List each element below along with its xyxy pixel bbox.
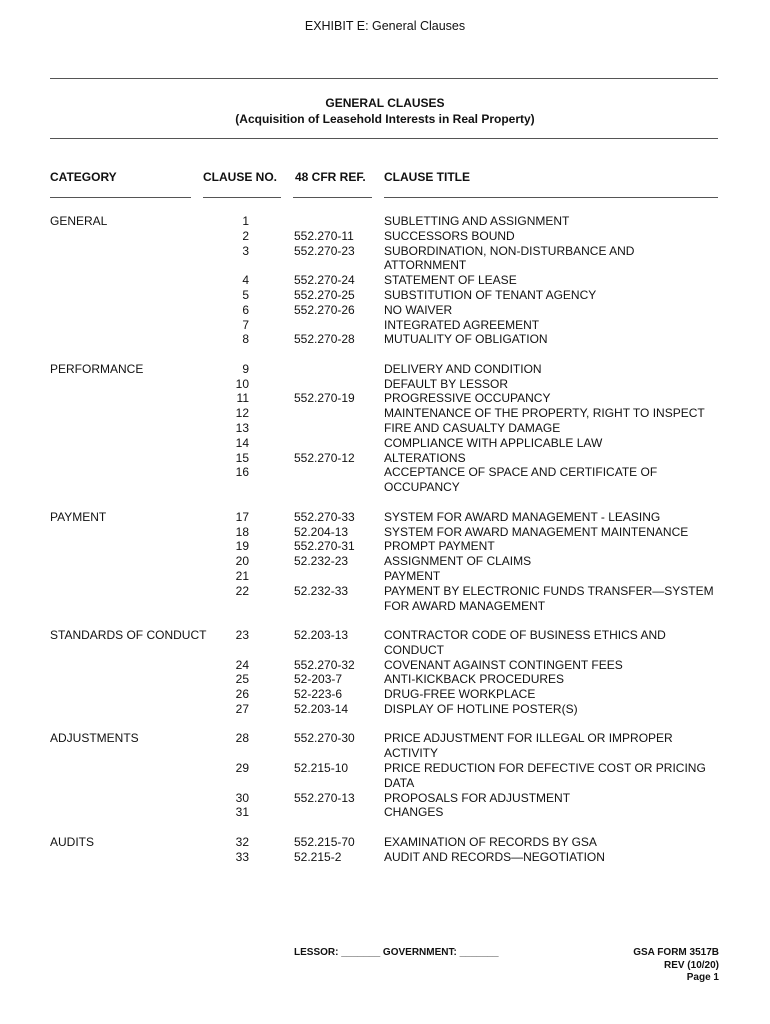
clause-title: PROGRESSIVE OCCUPANCY <box>384 391 551 406</box>
clause-number: 10 <box>235 376 249 391</box>
clause-row <box>50 406 718 421</box>
clause-number: 29 <box>235 761 249 776</box>
document-subtitle: (Acquisition of Leasehold Interests in Real Property) <box>235 112 535 126</box>
clause-row <box>50 362 718 377</box>
clause-title: INTEGRATED AGREEMENT <box>384 317 540 332</box>
header-underline-category <box>50 197 191 198</box>
clause-number: 16 <box>235 465 249 480</box>
clause-group <box>50 835 718 865</box>
title-divider <box>50 138 718 139</box>
clause-number: 13 <box>235 421 249 436</box>
clause-title: ASSIGNMENT OF CLAIMS <box>384 554 532 569</box>
clause-row <box>50 805 718 820</box>
clause-group <box>50 731 718 820</box>
cfr-reference: 552.270-24 <box>294 273 355 288</box>
clause-number: 32 <box>235 834 249 849</box>
clause-number: 25 <box>235 672 249 687</box>
clause-row <box>50 332 718 347</box>
page-number: Page 1 <box>686 972 719 983</box>
form-name: GSA FORM 3517B <box>633 947 719 958</box>
clause-row <box>50 288 718 303</box>
clause-title: DRUG-FREE WORKPLACE <box>384 687 536 702</box>
clause-row <box>50 850 718 865</box>
column-header-clause-title: CLAUSE TITLE <box>384 170 470 184</box>
clause-number: 33 <box>235 849 249 864</box>
clause-title: DEFAULT BY LESSOR <box>384 376 509 391</box>
clause-title: COMPLIANCE WITH APPLICABLE LAW <box>384 435 603 450</box>
clause-row <box>50 465 718 495</box>
clause-row <box>50 377 718 392</box>
clause-row <box>50 318 718 333</box>
clause-number: 22 <box>235 583 249 598</box>
cfr-reference: 552.270-11 <box>294 228 354 243</box>
clause-row <box>50 584 718 614</box>
clause-title: NO WAIVER <box>384 302 453 317</box>
cfr-reference: 552.270-31 <box>294 539 355 554</box>
clause-title: ANTI-KICKBACK PROCEDURES <box>384 672 565 687</box>
clause-row <box>50 525 718 540</box>
clause-row <box>50 436 718 451</box>
clause-table <box>50 214 718 879</box>
clause-number: 12 <box>235 406 249 421</box>
clause-row <box>50 702 718 717</box>
clause-row <box>50 554 718 569</box>
category-label: PERFORMANCE <box>50 361 144 376</box>
cfr-reference: 52-223-6 <box>294 687 343 702</box>
clause-title: FIRE AND CASUALTY DAMAGE <box>384 421 561 436</box>
clause-number: 6 <box>242 302 249 317</box>
cfr-reference: 52.215-2 <box>294 849 342 864</box>
clause-group <box>50 628 718 717</box>
clause-title: PAYMENT <box>384 568 441 583</box>
clause-title: DELIVERY AND CONDITION <box>384 361 542 376</box>
clause-number: 3 <box>242 243 249 258</box>
top-divider <box>50 78 718 79</box>
clause-title: ALTERATIONS <box>384 450 466 465</box>
cfr-reference: 52.203-13 <box>294 627 349 642</box>
clause-row <box>50 761 718 791</box>
clause-number: 19 <box>235 539 249 554</box>
clause-row <box>50 510 718 525</box>
clause-row <box>50 539 718 554</box>
cfr-reference: 552.270-30 <box>294 731 355 746</box>
clause-number: 8 <box>242 332 249 347</box>
clause-number: 4 <box>242 273 249 288</box>
clause-title: PAYMENT BY ELECTRONIC FUNDS TRANSFER—SYSTEM FOR AWARD MANAGEMENT <box>384 583 714 613</box>
clause-row <box>50 273 718 288</box>
clause-row <box>50 569 718 584</box>
clause-number: 9 <box>242 361 249 376</box>
clause-number: 24 <box>235 657 249 672</box>
clause-number: 1 <box>242 214 249 228</box>
clause-row <box>50 214 718 229</box>
clause-title: MAINTENANCE OF THE PROPERTY, RIGHT TO INSPECT <box>384 406 705 421</box>
column-header-clause-no: CLAUSE NO. <box>203 170 278 184</box>
clause-title: PROMPT PAYMENT <box>384 539 495 554</box>
clause-title: ACCEPTANCE OF SPACE AND CERTIFICATE OF OCCUPANCY <box>384 465 658 495</box>
clause-number: 7 <box>242 317 249 332</box>
clause-title: PRICE ADJUSTMENT FOR ILLEGAL OR IMPROPER ACTIVITY <box>384 731 673 761</box>
column-header-category: CATEGORY <box>50 170 117 184</box>
clause-row <box>50 791 718 806</box>
clause-row <box>50 672 718 687</box>
category-label: ADJUSTMENTS <box>50 731 139 746</box>
clause-number: 30 <box>235 790 249 805</box>
clause-row <box>50 658 718 673</box>
cfr-reference: 552.270-28 <box>294 332 355 347</box>
header-underline-clause-title <box>384 197 718 198</box>
clause-row <box>50 229 718 244</box>
clause-group <box>50 214 718 347</box>
clause-title: MUTUALITY OF OBLIGATION <box>384 332 548 347</box>
clause-row <box>50 303 718 318</box>
clause-number: 2 <box>242 228 249 243</box>
clause-title: SUBORDINATION, NON-DISTURBANCE AND ATTORNMENT <box>384 243 635 273</box>
clause-title: CONTRACTOR CODE OF BUSINESS ETHICS AND CONDUCT <box>384 627 666 657</box>
cfr-reference: 552.270-26 <box>294 302 355 317</box>
cfr-reference: 52.203-14 <box>294 701 349 716</box>
category-label: PAYMENT <box>50 509 107 524</box>
clause-row <box>50 628 718 658</box>
clause-number: 14 <box>235 435 249 450</box>
clause-number: 20 <box>235 554 249 569</box>
cfr-reference: 552.270-32 <box>294 657 355 672</box>
clause-title: CHANGES <box>384 805 444 820</box>
clause-title: SYSTEM FOR AWARD MANAGEMENT MAINTENANCE <box>384 524 689 539</box>
clause-number: 18 <box>235 524 249 539</box>
clause-row <box>50 731 718 761</box>
clause-row <box>50 421 718 436</box>
clause-row <box>50 244 718 274</box>
category-label: GENERAL <box>50 214 108 228</box>
clause-title: SYSTEM FOR AWARD MANAGEMENT - LEASING <box>384 509 661 524</box>
clause-title: AUDIT AND RECORDS—NEGOTIATION <box>384 849 605 864</box>
clause-title: SUCCESSORS BOUND <box>384 228 515 243</box>
form-info <box>633 947 719 985</box>
clause-number: 5 <box>242 287 249 302</box>
clause-title: PRICE REDUCTION FOR DEFECTIVE COST OR PRICING DATA <box>384 761 706 790</box>
cfr-reference: 552.270-23 <box>294 243 355 258</box>
header-underline-cfr-ref <box>293 197 372 198</box>
clause-title: STATEMENT OF LEASE <box>384 273 517 288</box>
clause-number: 17 <box>235 509 249 524</box>
document-title-block <box>0 95 770 127</box>
cfr-reference: 52-203-7 <box>294 672 343 687</box>
column-header-cfr-ref: 48 CFR REF. <box>295 170 366 184</box>
header-underline-clause-no <box>203 197 281 198</box>
clause-number: 31 <box>235 805 249 820</box>
clause-number: 23 <box>235 627 249 642</box>
cfr-reference: 552.270-13 <box>294 790 355 805</box>
clause-title: SUBLETTING AND ASSIGNMENT <box>384 214 570 228</box>
category-label: AUDITS <box>50 834 95 849</box>
cfr-reference: 552.270-33 <box>294 509 355 524</box>
clause-number: 21 <box>235 568 249 583</box>
document-title: GENERAL CLAUSES <box>325 96 445 110</box>
cfr-reference: 52.215-10 <box>294 761 349 776</box>
cfr-reference: 552.270-25 <box>294 287 355 302</box>
clause-number: 15 <box>235 450 249 465</box>
cfr-reference: 552.270-19 <box>294 391 355 406</box>
cfr-reference: 552.270-12 <box>294 450 355 465</box>
cfr-reference: 52.204-13 <box>294 524 349 539</box>
signature-line: LESSOR: _______ GOVERNMENT: _______ <box>294 947 499 958</box>
clause-title: PROPOSALS FOR ADJUSTMENT <box>384 790 571 805</box>
clause-title: DISPLAY OF HOTLINE POSTER(S) <box>384 701 578 716</box>
clause-row <box>50 451 718 466</box>
clause-row <box>50 391 718 406</box>
clause-number: 28 <box>235 731 249 746</box>
clause-title: COVENANT AGAINST CONTINGENT FEES <box>384 657 623 672</box>
clause-title: EXAMINATION OF RECORDS BY GSA <box>384 834 597 849</box>
clause-row <box>50 687 718 702</box>
cfr-reference: 552.215-70 <box>294 834 355 849</box>
form-revision: REV (10/20) <box>663 959 719 971</box>
cfr-reference: 52.232-23 <box>294 554 349 569</box>
cfr-reference: 52.232-33 <box>294 583 349 598</box>
clause-number: 27 <box>235 701 249 716</box>
clause-number: 11 <box>236 391 249 406</box>
clause-number: 26 <box>235 687 249 702</box>
clause-title: SUBSTITUTION OF TENANT AGENCY <box>384 287 597 302</box>
clause-group <box>50 362 718 495</box>
category-label: STANDARDS OF CONDUCT <box>50 627 207 642</box>
exhibit-heading: EXHIBIT E: General Clauses <box>304 19 466 33</box>
clause-group <box>50 510 718 614</box>
clause-row <box>50 835 718 850</box>
